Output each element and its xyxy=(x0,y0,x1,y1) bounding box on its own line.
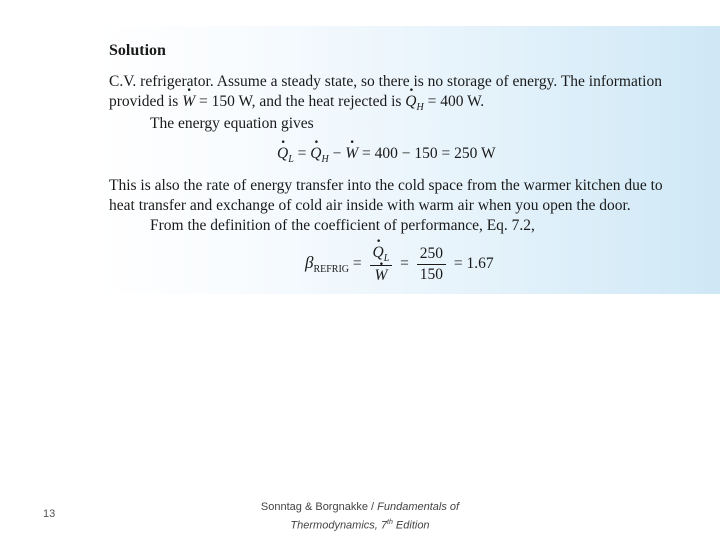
solution-line-6: From the definition of the coefficient of performance, Eq. 7.2, xyxy=(150,217,535,234)
cop-result: = 1.67 xyxy=(453,255,494,273)
cop-w-symbol: · W xyxy=(374,267,387,285)
eq-ql-symbol: · Q xyxy=(277,145,288,163)
eq-equals-1: = xyxy=(297,145,307,162)
solution-line-1: C.V. refrigerator. Assume a steady state, so there is no storage of energy. The information xyxy=(109,73,662,90)
cop-subscript: REFRIG xyxy=(313,264,350,276)
cop-ql-subscript: L xyxy=(383,253,390,265)
provided-is-text: provided is xyxy=(109,93,183,110)
eq-result: = 400 − 150 = 250 W xyxy=(358,145,496,162)
footer-edition-suffix: Edition xyxy=(392,519,430,532)
heat-rejected-symbol: · Q xyxy=(405,92,416,112)
footer-separator: / xyxy=(367,501,378,513)
cop-numerator: 250 xyxy=(417,245,446,265)
solution-line-5: heat transfer and exchange of cold air inside with warm air when you open the door. xyxy=(109,197,631,214)
eq-w-symbol: · W xyxy=(345,145,358,163)
heat-rejected-value: = 400 W. xyxy=(423,93,485,110)
solution-line-3: The energy equation gives xyxy=(150,115,314,132)
cop-equals-1: = xyxy=(352,255,362,273)
footer-book-title: Fundamentals of Thermodynamics, 7 xyxy=(290,501,460,532)
work-rate-value: = 150 W, and the heat rejected is xyxy=(195,93,406,110)
cop-equals-2: = xyxy=(400,255,409,273)
energy-equation xyxy=(277,145,496,165)
footer-authors: Sonntag & Borgnakke xyxy=(260,501,368,513)
cop-fraction-symbolic xyxy=(370,244,393,285)
eq-minus: − xyxy=(332,145,342,162)
cop-denominator: 150 xyxy=(419,266,444,284)
cop-fraction-numeric xyxy=(417,245,446,284)
eq-qh-subscript: H xyxy=(321,154,329,166)
work-rate-symbol: · W xyxy=(182,92,195,112)
footer-citation xyxy=(230,500,490,534)
cop-equation xyxy=(305,244,494,285)
solution-line-4: This is also the rate of energy transfer into the cold space from the warmer kitchen due to xyxy=(109,177,663,194)
cop-ql-symbol: · Q xyxy=(373,244,384,262)
eq-qh-symbol: · Q xyxy=(310,145,321,163)
heat-rejected-subscript: H xyxy=(416,102,424,114)
footer-edition-sup: th xyxy=(387,519,393,526)
solution-heading: Solution xyxy=(109,42,166,59)
page-number: 13 xyxy=(43,508,56,520)
cop-beta-symbol: β xyxy=(305,253,314,273)
eq-ql-subscript: L xyxy=(288,154,294,166)
